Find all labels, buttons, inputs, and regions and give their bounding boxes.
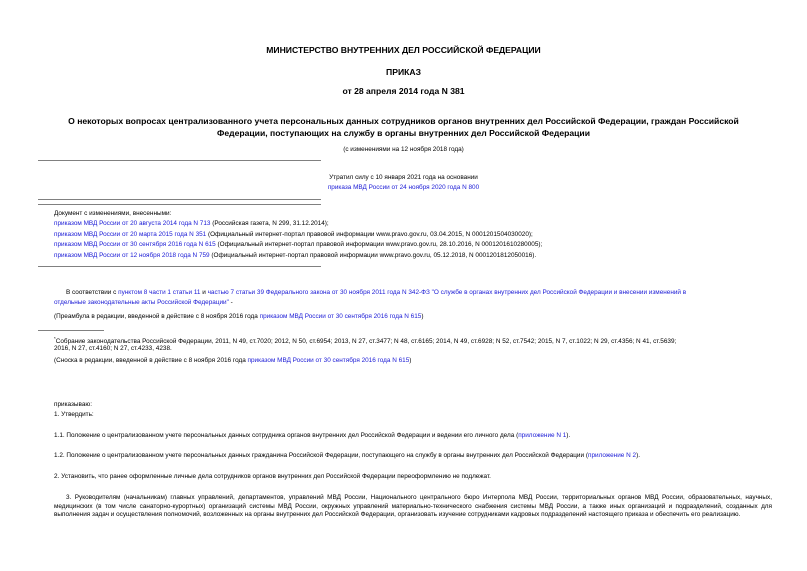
preamble-note-text: (Преамбула в редакции, введенной в действие с 8 ноября 2016 года [54, 313, 260, 320]
item-1-1 [54, 432, 570, 441]
law-article-link[interactable]: пунктом 8 части 1 статьи 11 [118, 289, 201, 296]
item-3: 3. Руководителям (начальникам) главных управлений, департаментов, управлений МВД России, Национального центрального бюро Интерпола МВД России, территориальных органов МВД России, образовательных, научных, медицинских (в том числе санаторно-курортных) организаций системы МВД России, окружных управлений материально-технического снабжения системы МВД России, а также иных организаций и подразделений, созданных для выполнения задач и осуществления полномочий, возложенных на органы внутренних дел Российской Федерации, организовать изучение сотрудниками кадровых подразделений настоящего приказа и обеспечить его реализацию. [54, 494, 772, 519]
doc-title-line1: О некоторых вопросах централизованного учета персональных данных сотрудников органов внутренних дел Российской Федерации, граждан Российской [68, 116, 739, 126]
amendment-item [54, 220, 329, 229]
footnote-line2: 2016, N 27, ст.4160; N 27, ст.4233, 4238. [54, 345, 172, 352]
separator [38, 204, 321, 205]
footnote-note-text: (Сноска в редакции, введенной в действие с 8 ноября 2016 года [54, 357, 248, 364]
orders-word: приказываю: [54, 401, 92, 408]
amendment-source: (Российская газета, N 299, 31.12.2014); [210, 220, 329, 227]
footnote-separator [38, 330, 104, 331]
separator [38, 160, 321, 161]
expired-order-link[interactable]: приказа МВД России от 24 ноября 2020 года N 800 [327, 184, 480, 191]
amendment-link[interactable]: приказом МВД России от 20 августа 2014 года N 713 [54, 220, 211, 227]
separator [38, 266, 321, 267]
preamble-note [54, 313, 423, 322]
preamble-text: и [200, 289, 208, 296]
amendment-source: (Официальный интернет-портал правовой информации www.pravo.gov.ru, 05.12.2018, N 0001201812050016). [209, 252, 537, 259]
preamble-line2 [54, 299, 233, 308]
doc-date-number: от 28 апреля 2014 года N 381 [342, 86, 465, 96]
ministry-heading: МИНИСТЕРСТВО ВНУТРЕННИХ ДЕЛ РОССИЙСКОЙ ФЕДЕРАЦИИ [266, 45, 541, 55]
federal-law-link[interactable]: частью 7 статьи 39 Федерального закона от 30 ноября 2011 года N 342-ФЗ "О службе в органах внутренних дел Российской Федерации и внесении изменений в [207, 289, 687, 296]
amendment-item [54, 231, 533, 240]
preamble-text: В соответствии с [66, 289, 119, 296]
footnote-note-link[interactable]: приказом МВД России от 30 сентября 2016 года N 615 [247, 357, 410, 364]
preamble-text: - [228, 299, 233, 306]
doc-title-line2: Федерации, поступающих на службу в органы внутренних дел Российской Федерации [217, 128, 590, 138]
separator [38, 199, 321, 200]
appendix-2-link[interactable]: приложение N 2 [587, 452, 637, 459]
amendment-item [54, 241, 542, 250]
footnote-note-text: ) [409, 357, 412, 364]
amendment-source: (Официальный интернет-портал правовой информации www.pravo.gov.ru, 28.10.2016, N 0001201610280005); [215, 241, 543, 248]
preamble-note-text: ) [421, 313, 424, 320]
item-text: ). [566, 432, 571, 439]
item-1-2 [54, 452, 640, 461]
item-2: 2. Установить, что ранее оформленные личные дела сотрудников органов внутренних дел Российской Федерации переоформлению не подлежат. [54, 473, 491, 480]
amendment-item [54, 252, 536, 261]
footnote-note [54, 357, 411, 366]
appendix-1-link[interactable]: приложение N 1 [518, 432, 567, 439]
footnote-mark: * [54, 336, 56, 341]
amended-note: (с изменениями на 12 ноября 2018 года) [343, 146, 464, 153]
amendment-source: (Официальный интернет-портал правовой информации www.pravo.gov.ru, 03.04.2015, N 0001201504030020); [206, 231, 533, 238]
expired-link[interactable] [0, 184, 807, 193]
doc-type: ПРИКАЗ [386, 67, 421, 77]
amendment-link[interactable]: приказом МВД России от 12 ноября 2018 года N 759 [54, 252, 210, 259]
item-text: ). [636, 452, 640, 459]
footnote-text: Собрание законодательства Российской Федерации, 2011, N 49, ст.7020; 2012, N 50, ст.6954; 2013, N 27, ст.3477; N 48, ст.6165; 2014, N 49, ст.6928; N 52, ст.7542; 2015, N 7, ст.1022; N 29, ст.4356; N 41, ст.5639; [55, 338, 677, 346]
expired-text: Утратил силу с 10 января 2021 года на основании [329, 174, 478, 181]
amendments-intro: Документ с изменениями, внесенными: [54, 210, 172, 217]
item-text: 1.2. Положение о централизованном учете персональных данных гражданина Российской Федерации, поступающего на службу в органы внутренних дел Российской Федерации ( [54, 452, 588, 459]
preamble-note-link[interactable]: приказом МВД России от 30 сентября 2016 года N 615 [259, 313, 422, 320]
preamble-line1 [66, 289, 686, 298]
item-text: 1.1. Положение о централизованном учете персональных данных сотрудника органов внутренних дел Российской Федерации и ведении его личного дела ( [54, 432, 519, 439]
amendment-link[interactable]: приказом МВД России от 20 марта 2015 года N 351 [54, 231, 207, 238]
federal-law-link-cont[interactable]: отдельные законодательные акты Российской Федерации" [54, 299, 229, 306]
amendment-link[interactable]: приказом МВД России от 30 сентября 2016 года N 615 [54, 241, 216, 248]
item-1: 1. Утвердить: [54, 411, 94, 418]
